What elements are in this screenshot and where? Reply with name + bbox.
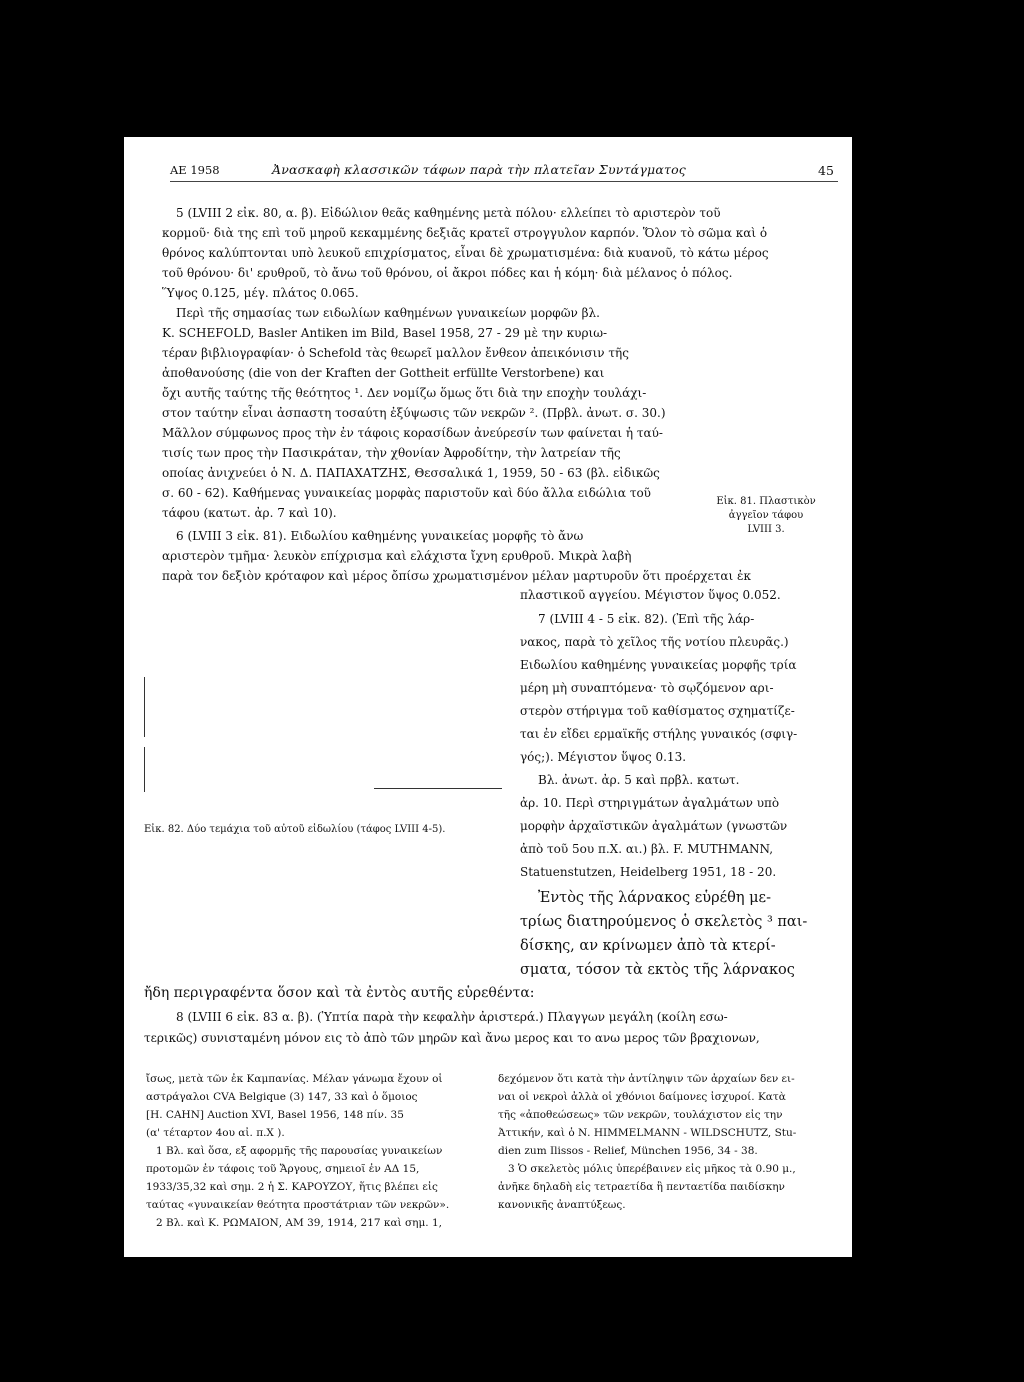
body-line: στον ταύτην εἶναι ἀσπαστη τοσαύτη ἐξύψωσις τῶν νεκρῶν ². (Πρβλ. ἀνωτ. σ. 30.) <box>162 406 666 420</box>
footnote-line: δεχόμενον ὅτι κατὰ τὴν ἀντίληψιν τῶν ἀρχαίων δεν ει- <box>498 1073 795 1085</box>
journal-reference: ΑΕ 1958 <box>170 163 220 177</box>
footnote-line: ναι οἱ νεκροὶ ἀλλὰ οἱ χθόνιοι δαίμονες ἰσχυροί. Κατὰ <box>498 1091 786 1103</box>
right-column-line: νακος, παρὰ τὸ χεῖλος τῆς νοτίου πλευρᾶς.) <box>520 635 789 649</box>
figure-82-caption: Εἰκ. 82. Δύο τεμάχια τοῦ αὐτοῦ εἰδωλίου (τάφος LVIII 4-5). <box>144 824 446 835</box>
body-line: σ. 60 - 62). Καθήμενας γυναικείας μορφὰς παριστοῦν καὶ δύο ἄλλα ειδώλια τοῦ <box>162 486 651 500</box>
body-line: θρόνος καλύπτονται υπὸ λευκοῦ επιχρίσματος, εἶναι δὲ χρωματισμένα: διὰ κυανοῦ, τὸ κάτω μέρος <box>162 246 769 260</box>
right-column-line: πλαστικοῦ αγγείου. Μέγιστον ὕψος 0.052. <box>520 588 781 602</box>
right-column-line: στερὸν στήριγμα τοῦ καθίσματος σχηματίζε- <box>520 704 795 718</box>
body-line: παρὰ τον δεξιὸν κρόταφον καὶ μέρος ὄπίσω χρωματισμένον μέλαν μαρτυροῦν ὅτι προέρχεται ἐκ <box>162 569 751 583</box>
footnote-line: Ἀττικήν, καὶ ὁ Ν. HIMMELMANN - WILDSCHUTZ, Stu- <box>498 1127 797 1139</box>
right-column-line: ται ἐν εἴδει ερμαϊκῆς στήλης γυναικός (σφιγ- <box>520 727 798 741</box>
header-rule <box>170 181 838 182</box>
body-line: Ὕψος 0.125, μέγ. πλάτος 0.065. <box>162 286 359 300</box>
footnote-line: 1 Βλ. καὶ ὅσα, εξ αφορμῆς τῆς παρουσίας γυναικείων <box>156 1145 443 1157</box>
right-column-line-large: Ἐντὸς τῆς λάρνακος εὑρέθη με- <box>538 890 771 906</box>
body-line: τοῦ θρόνου· δι' ερυθροῦ, τὸ ἄνω τοῦ θρόνου, οἱ ἄκροι πόδες και ἡ κόμη· διὰ μέλανος ὁ πόλος. <box>162 266 733 280</box>
footnote-line: 2 Βλ. καὶ Κ. ΡΩΜΑΙΟΝ, ΑΜ 39, 1914, 217 καὶ σημ. 1, <box>156 1217 442 1229</box>
footnote-line: 1933/35,32 καὶ σημ. 2 ἡ Σ. ΚΑΡΟΥΖΟΥ, ἥτις βλέπει εἰς <box>146 1181 438 1193</box>
right-column-line: ἀρ. 10. Περὶ στηριγμάτων ἀγαλμάτων υπὸ <box>520 796 780 810</box>
body-line: τέραν βιβλιογραφίαν· ὁ Schefold τὰς θεωρεῖ μαλλον ἔνθεον ἀπεικόνισιν τῆς <box>162 346 629 360</box>
body-line: αριστερὸν τμῆμα· λευκὸν επίχρισμα καὶ ελάχιστα ἴχνη ερυθροῦ. Μικρὰ λαβὴ <box>162 549 632 563</box>
right-column-line: μέρη μὴ συναπτόμενα· τὸ σῳζόμενον αρι- <box>520 681 774 695</box>
body-line: κορμοῦ· διὰ της επὶ τοῦ μηροῦ κεκαμμένης δεξιᾶς κρατεῖ στρογγυλον καρπόν. Ὅλον τὸ σῶμα καὶ ὁ <box>162 226 768 240</box>
caption-line: Εἰκ. 81. Πλαστικὸν <box>716 496 816 507</box>
right-column-line-large: δίσκης, αν κρίνωμεν ἀπὸ τὰ κτερί- <box>520 938 776 954</box>
body-line: τάφου (κατωτ. ἀρ. 7 καὶ 10). <box>162 506 337 520</box>
caption-line: LVIII 3. <box>747 524 785 535</box>
body-line: ἀποθανούσης (die von der Kraften der Gottheit erfüllte Verstorbene) και <box>162 366 605 380</box>
footnote-line: dien zum Ilissos - Relief, München 1956, 34 - 38. <box>498 1145 758 1157</box>
footnote-line: τῆς «ἀποθεώσεως» τῶν νεκρῶν, τουλάχιστον εἰς την <box>498 1109 783 1121</box>
footnote-line: κανονικῆς ἀναπτύξεως. <box>498 1199 626 1211</box>
right-column-line-large: τρίως διατηρούμενος ὁ σκελετὸς ³ παι- <box>520 914 808 930</box>
figure-81-caption <box>696 495 836 537</box>
body-line: τερικῶς) συνισταμένη μόνον εις τὸ ἀπὸ τῶν μηρῶν καὶ ἄνω μερος και το ανω μερος τῶν βραχιονων, <box>144 1031 760 1045</box>
right-column-line-large: σματα, τόσον τὰ εκτὸς τῆς λάρνακος <box>520 962 795 978</box>
right-column-line: Statuenstutzen, Heidelberg 1951, 18 - 20. <box>520 865 777 879</box>
body-line: ὄχι αυτῆς ταύτης τῆς θεότητος ¹. Δεν νομίζω ὅμως ὅτι διὰ την εποχὴν τουλάχι- <box>162 386 647 400</box>
figure-82-trace <box>144 677 145 737</box>
right-column-line: Ειδωλίου καθημένης γυναικείας μορφῆς τρία <box>520 658 797 672</box>
footnote-line: [H. CAHN] Auction XVI, Basel 1956, 148 πίν. 35 <box>146 1109 404 1121</box>
footnote-line: αστράγαλοι CVA Belgique (3) 147, 33 καὶ ὁ ὅμοιος <box>146 1091 418 1103</box>
body-line: 8 (LVIII 6 εἰκ. 83 α. β). (Ὑπτία παρὰ τὴν κεφαλὴν ἀριστερά.) Πλαγγων μεγάλη (κοίλη εσω- <box>176 1010 728 1024</box>
body-line: Περὶ τῆς σημασίας των ειδωλίων καθημένων γυναικείων μορφῶν βλ. <box>176 306 600 320</box>
body-line: οποίας ἀνιχνεύει ὁ Ν. Δ. ΠΑΠΑΧΑΤΖΗΣ, Θεσσαλικά 1, 1959, 50 - 63 (βλ. εἰδικῶς <box>162 466 660 480</box>
footnote-line: (α' τέταρτον 4ου αἰ. π.Χ ). <box>146 1127 285 1139</box>
document-page <box>124 137 852 1257</box>
page-number: 45 <box>818 163 834 178</box>
figure-82-trace <box>374 788 502 789</box>
running-title: Ἀνασκαφὴ κλασσικῶν τάφων παρὰ τὴν πλατεῖαν Συντάγματος <box>272 162 686 177</box>
footnote-line: 3 Ὁ σκελετὸς μόλις ὑπερέβαινεν εἰς μῆκος τὰ 0.90 μ., <box>508 1163 796 1175</box>
body-line: τισίς των προς τὴν Πασικράταν, τὴν χθονίαν Ἀφροδίτην, τὴν λατρείαν τῆς <box>162 446 621 460</box>
right-column-line: 7 (LVIII 4 - 5 εἰκ. 82). (Ἐπὶ τῆς λάρ- <box>538 612 755 626</box>
body-line: Μᾶλλον σύμφωνος προς τὴν ἐν τάφοις κορασίδων ἀνεύρεσίν των φαίνεται ἡ ταύ- <box>162 426 663 440</box>
caption-line: ἀγγεῖον τάφου <box>728 510 804 521</box>
body-line: 6 (LVIII 3 εἰκ. 81). Ειδωλίου καθημένης γυναικείας μορφῆς τὸ ἄνω <box>176 529 584 543</box>
footnote-line: προτομῶν ἐν τάφοις τοῦ Ἄργους, σημειοῖ ἐν ΑΔ 15, <box>146 1163 420 1175</box>
body-line: K. SCHEFOLD, Basler Antiken im Bild, Basel 1958, 27 - 29 μὲ την κυριω- <box>162 326 608 340</box>
body-line: 5 (LVIII 2 εἰκ. 80, α. β). Εἰδώλιον θεᾶς καθημένης μετὰ πόλου· ελλείπει τὸ αριστερὸν τοῦ <box>176 206 721 220</box>
footnote-line: ταύτας «γυναικείαν θεότητα προστάτριαν τῶν νεκρῶν». <box>146 1199 450 1211</box>
body-line: ἤδη περιγραφέντα ὅσον καὶ τὰ ἐντὸς αυτῆς εὑρεθέντα: <box>144 985 535 1001</box>
footnote-line: ἀνῆκε δηλαδὴ εἰς τετραετίδα ἢ πενταετίδα παιδίσκην <box>498 1181 785 1193</box>
right-column-line: ἀπὸ τοῦ 5ου π.Χ. αι.) βλ. F. MUTHMANN, <box>520 842 774 856</box>
figure-82-trace <box>144 747 145 792</box>
right-column-line: Βλ. ἀνωτ. ἀρ. 5 καὶ πρβλ. κατωτ. <box>538 773 740 787</box>
right-column-line: μορφὴν ἀρχαϊστικῶν ἀγαλμάτων (γνωστῶν <box>520 819 788 833</box>
right-column-line: γός;). Μέγιστον ὕψος 0.13. <box>520 750 687 764</box>
footnote-line: ἴσως, μετὰ τῶν ἐκ Καμπανίας. Μέλαν γάνωμα ἔχουν οἱ <box>146 1073 443 1085</box>
